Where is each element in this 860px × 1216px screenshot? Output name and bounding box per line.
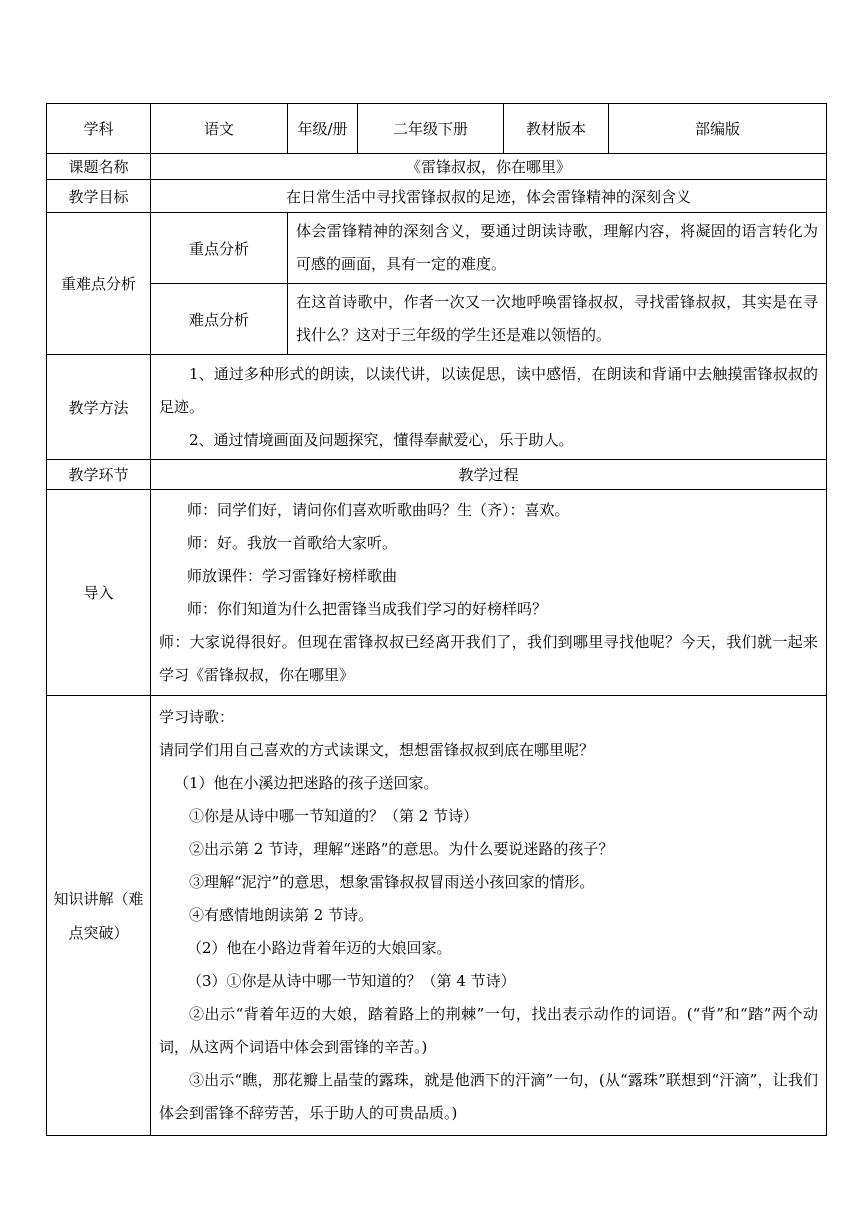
- intro-line: 师放课件：学习雷锋好榜样歌曲: [187, 566, 398, 585]
- intro-content: [151, 490, 827, 696]
- difficult-point-row: [47, 284, 827, 355]
- method-item: 2、通过情境画面及问题探究，懂得奉献爱心，乐于助人。: [189, 430, 574, 449]
- knowledge-line: ②出示“背着年迈的大娘，踏着路上的荆棘”一句，找出表示动作的词语。(“背”和“踏”两个动词，从这两个词语中体会到雷锋的辛苦。): [159, 1005, 818, 1056]
- goal-row: [47, 180, 827, 213]
- intro-line: 师：同学们好，请问你们喜欢听歌曲吗？生（齐）：喜欢。: [187, 500, 570, 519]
- knowledge-line: （3）①你是从诗中哪一节知道的？（第 4 节诗）: [187, 972, 516, 990]
- intro-line: 师：大家说得很好。但现在雷锋叔叔已经离开我们了，我们到哪里寻找他呢？今天，我们就一起来学习《雷锋叔叔，你在哪里》: [159, 632, 818, 684]
- process-header-row: [47, 460, 827, 490]
- subject-value: 语文: [151, 104, 288, 154]
- knowledge-line: （1）他在小溪边把迷路的孩子送回家。: [174, 774, 439, 792]
- process-header-label: 教学环节: [47, 460, 151, 490]
- knowledge-line: ①你是从诗中哪一节知道的？（第 2 节诗）: [189, 807, 479, 825]
- method-label: 教学方法: [47, 355, 151, 460]
- knowledge-line: ③理解“泥泞”的意思，想象雷锋叔叔冒雨送小孩回家的情形。: [189, 873, 595, 891]
- knowledge-row: [47, 696, 827, 1136]
- topic-value: 《雷锋叔叔，你在哪里》: [151, 154, 827, 180]
- edition-value: 部编版: [609, 104, 827, 154]
- intro-line: 师：你们知道为什么把雷锋当成我们学习的好榜样吗？: [187, 599, 548, 618]
- grade-label: 年级/册: [288, 104, 358, 154]
- knowledge-label: 知识讲解（难点突破）: [47, 696, 151, 1136]
- topic-label: 课题名称: [47, 154, 151, 180]
- knowledge-line: 请同学们用自己喜欢的方式读课文，想想雷锋叔叔到底在哪里呢？: [159, 741, 595, 759]
- process-header-value: 教学过程: [151, 460, 827, 490]
- analysis-label: 重难点分析: [47, 213, 151, 355]
- lesson-plan-page: [46, 103, 826, 1136]
- goal-label: 教学目标: [47, 180, 151, 213]
- difficult-point-text: 在这首诗歌中，作者一次又一次地呼唤雷锋叔叔，寻找雷锋叔叔，其实是在寻找什么？这对于三年级的学生还是难以领悟的。: [288, 284, 827, 355]
- goal-value: 在日常生活中寻找雷锋叔叔的足迹，体会雷锋精神的深刻含义: [151, 180, 827, 213]
- intro-row: [47, 490, 827, 696]
- method-row: [47, 355, 827, 460]
- knowledge-content: [151, 696, 827, 1136]
- key-point-label: 重点分析: [151, 213, 288, 284]
- topic-row: [47, 154, 827, 180]
- key-point-text: 体会雷锋精神的深刻含义，要通过朗读诗歌，理解内容，将凝固的语言转化为可感的画面，具有一定的难度。: [288, 213, 827, 284]
- method-content: [151, 355, 827, 460]
- knowledge-line: （2）他在小路边背着年迈的大娘回家。: [187, 939, 452, 957]
- intro-line: 师：好。我放一首歌给大家听。: [187, 533, 398, 552]
- header-row: [47, 104, 827, 154]
- grade-value: 二年级下册: [358, 104, 504, 154]
- knowledge-line: ②出示第 2 节诗，理解“迷路”的意思。为什么要说迷路的孩子？: [189, 840, 614, 858]
- edition-label: 教材版本: [504, 104, 609, 154]
- key-point-row: [47, 213, 827, 284]
- intro-label: 导入: [47, 490, 151, 696]
- knowledge-line: ③出示“瞧，那花瓣上晶莹的露珠，就是他洒下的汗滴”一句，(从“露珠”联想到“汗滴”，让我们体会到雷锋不辞劳苦，乐于助人的可贵品质。): [159, 1071, 818, 1122]
- lesson-plan-table: [46, 103, 827, 1136]
- difficult-point-label: 难点分析: [151, 284, 288, 355]
- method-item: 1、通过多种形式的朗读，以读代讲，以读促思，读中感悟，在朗读和背诵中去触摸雷锋叔叔的足迹。: [159, 364, 818, 416]
- knowledge-line: ④有感情地朗读第 2 节诗。: [189, 906, 374, 924]
- knowledge-line: 学习诗歌：: [159, 708, 235, 726]
- subject-label: 学科: [47, 104, 151, 154]
